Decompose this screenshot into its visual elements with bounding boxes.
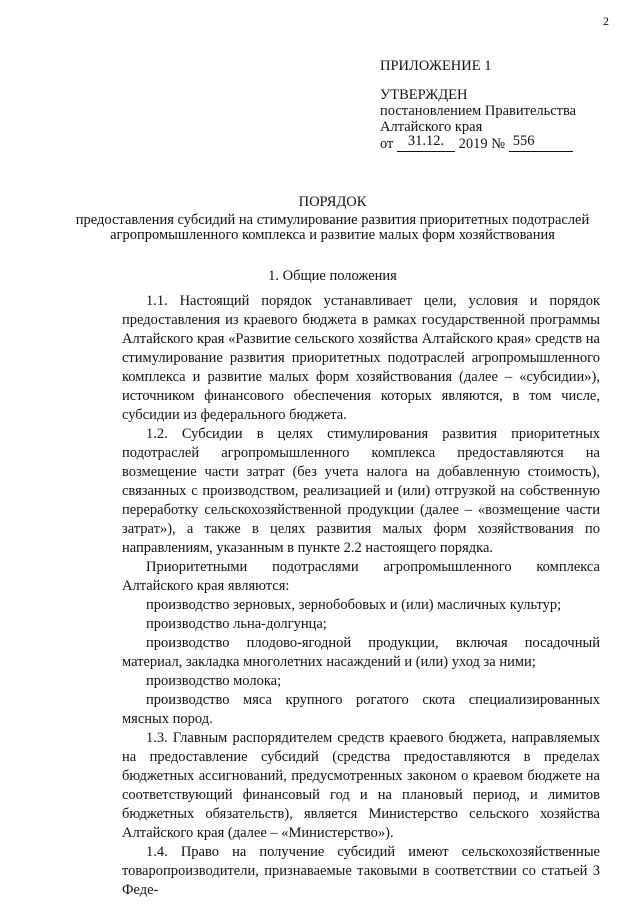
decree-date-text: 31.12. [407,133,445,149]
decree-number-text: 556 [512,133,535,149]
page-number: 2 [603,14,609,28]
from-label: от [380,136,394,152]
title-block [60,195,605,243]
list-item: производство мяса крупного рогатого скота специализированных мясных пород. [122,692,600,727]
paragraph-1-3: 1.3. Главным распорядителем средств краевого бюджета, направляемых на предоставление субсидий (средства предоставляются в пределах бюджетных ассигнований, предусмотренных законом о краевом бюджете на соответствующий финансовый год и на плановый период, и лимитов бюджетных обязательств), является Министерство сельского хозяйства Алтайского края (далее – «Министерство»). [122,730,600,841]
document-title: ПОРЯДОК [298,194,367,210]
decree-date [397,133,455,152]
decree-year: 2019 [458,136,488,152]
number-sign: № [491,136,506,152]
list-item: производство зерновых, зернобобовых и (или) масличных культур; [146,597,562,613]
decree-date-line [380,133,576,152]
paragraph-1-2: 1.2. Субсидии в целях стимулирования развития приоритетных подотраслей агропромышленного комплекса предоставляются на возмещение части затрат (без учета налога на добавленную стоимость), связанных с производством, реализацией и (или) отгрузкой на собственную переработку сельскохозяйственной продукции (далее – «возмещение части затрат»), а также в целях развития малых форм хозяйствования по направлениям, указанным в пункте 2.2 настоящего порядка. [122,426,600,556]
list-item: производство плодово-ягодной продукции, включая посадочный материал, закладка многолетних насаждений и (или) уход за ними; [122,635,600,670]
approved-label: УТВЕРЖДЕН [380,87,468,103]
decree-number [509,133,573,152]
region-label: Алтайского края [380,119,483,135]
list-item: производство льна-долгунца; [146,616,327,632]
decree-label: постановлением Правительства [380,103,577,119]
appendix-label: ПРИЛОЖЕНИЕ 1 [380,58,492,74]
paragraph-1-1: 1.1. Настоящий порядок устанавливает цели, условия и порядок предоставления из краевого бюджета в рамках государственной программы Алтайского края «Развитие сельского хозяйства Алтайского края» средств на стимулирование развития приоритетных подотраслей агропромышленного комплекса и развитие малых форм хозяйствования (далее – «субсидии»), источником финансового обеспечения которых являются, в том числе, субсидии из федерального бюджета. [122,293,600,423]
list-item: производство молока; [146,673,282,689]
priority-subsectors-intro: Приоритетными подотраслями агропромышленного комплекса Алтайского края являются: [122,559,600,594]
approval-block [380,58,576,152]
paragraph-1-4: 1.4. Право на получение субсидий имеют сельскохозяйственные товаропроизводители, признаваемые таковыми в соответствии со статьей 3 Феде- [122,844,600,898]
section-heading: 1. Общие положения [268,268,397,284]
document-subtitle: предоставления субсидий на стимулирование развития приоритетных подотраслей агропромышленного комплекса и развитие малых форм хозяйствования [75,212,590,243]
body-text [122,292,600,900]
